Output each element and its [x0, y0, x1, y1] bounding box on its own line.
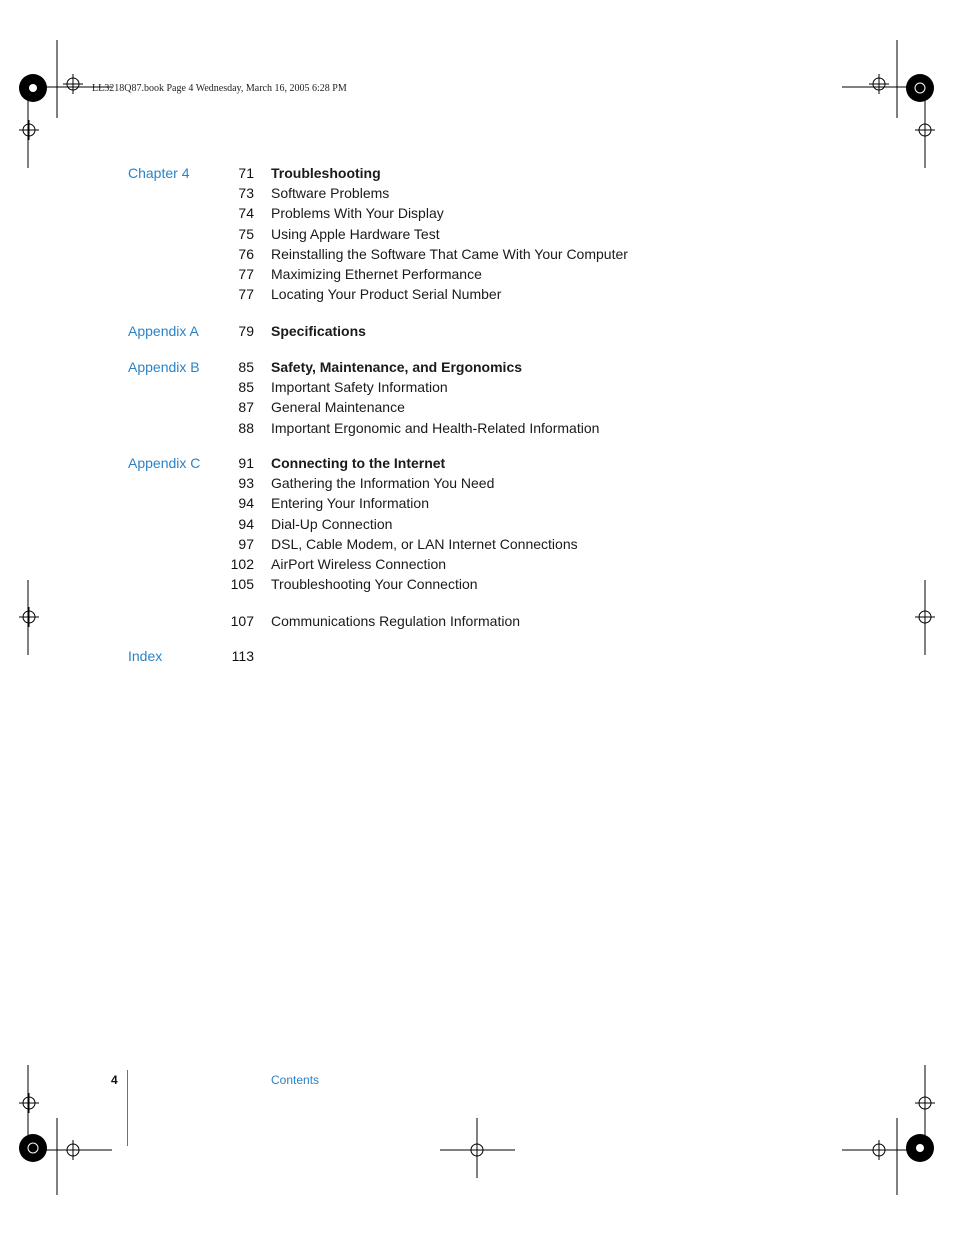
toc-entry [0, 419, 954, 439]
entry-heading: Troubleshooting [271, 165, 381, 181]
entry-heading: Safety, Maintenance, and Ergonomics [271, 359, 523, 375]
toc-entry [0, 494, 954, 514]
entry-page-number: 71 [238, 165, 254, 181]
entry-page-number: 97 [238, 536, 254, 552]
entry-heading: Connecting to the Internet [271, 455, 446, 471]
toc-entry [0, 575, 954, 595]
entry-title: AirPort Wireless Connection [271, 556, 447, 572]
entry-page-number: 113 [231, 648, 254, 664]
entry-page-number: 107 [230, 613, 254, 629]
toc-entry [0, 204, 954, 224]
toc-entry [0, 647, 954, 667]
entry-title: Important Safety Information [271, 379, 448, 395]
entry-title: Using Apple Hardware Test [271, 226, 440, 242]
toc-entry [0, 515, 954, 535]
section-label: Index [128, 648, 163, 664]
entry-page-number: 73 [238, 185, 254, 201]
entry-page-number: 77 [238, 266, 254, 282]
entry-title: Software Problems [271, 185, 390, 201]
toc-entry [0, 555, 954, 575]
footer-rule [127, 1070, 128, 1146]
section-label: Appendix A [128, 323, 199, 339]
entry-title: Gathering the Information You Need [271, 475, 495, 491]
toc-entry [0, 265, 954, 285]
toc-entry [0, 285, 954, 305]
entry-page-number: 85 [238, 359, 254, 375]
entry-page-number: 91 [238, 455, 254, 471]
entry-title: Reinstalling the Software That Came With Your Computer [271, 246, 628, 262]
toc-entry [0, 454, 954, 474]
section-label: Appendix B [128, 359, 200, 375]
entry-title: Problems With Your Display [271, 205, 444, 221]
entry-title: DSL, Cable Modem, or LAN Internet Connections [271, 536, 578, 552]
entry-title: Dial-Up Connection [271, 516, 393, 532]
book-slug: LL3218Q87.book Page 4 Wednesday, March 16, 2005 6:28 PM [92, 83, 347, 94]
entry-page-number: 85 [238, 379, 254, 395]
toc-entry [0, 398, 954, 418]
entry-page-number: 88 [238, 420, 254, 436]
entry-title: General Maintenance [271, 399, 405, 415]
page-number: 4 [111, 1073, 118, 1087]
entry-page-number: 87 [238, 399, 254, 415]
entry-page-number: 93 [238, 475, 254, 491]
entry-page-number: 74 [238, 205, 254, 221]
entry-heading: Specifications [271, 323, 366, 339]
toc-entry [0, 225, 954, 245]
footer-section-label: Contents [271, 1073, 320, 1087]
entry-page-number: 79 [238, 323, 254, 339]
section-label: Appendix C [128, 455, 201, 471]
toc-entry [0, 184, 954, 204]
toc-entry [0, 378, 954, 398]
entry-title: Entering Your Information [271, 495, 429, 511]
toc-entry [0, 245, 954, 265]
toc-entry [0, 322, 954, 342]
entry-page-number: 94 [238, 516, 254, 532]
entry-page-number: 94 [238, 495, 254, 511]
toc-entry [0, 612, 954, 632]
entry-title: Important Ergonomic and Health-Related Information [271, 420, 600, 436]
entry-page-number: 75 [238, 226, 254, 242]
entry-title: Communications Regulation Information [271, 613, 521, 629]
entry-page-number: 105 [230, 576, 254, 592]
entry-title: Maximizing Ethernet Performance [271, 266, 482, 282]
toc-entry [0, 164, 954, 184]
entry-title: Locating Your Product Serial Number [271, 286, 502, 302]
entry-page-number: 76 [238, 246, 254, 262]
entry-page-number: 77 [238, 286, 254, 302]
section-label: Chapter 4 [128, 165, 190, 181]
toc-entry [0, 358, 954, 378]
entry-page-number: 102 [230, 556, 254, 572]
toc-entry [0, 474, 954, 494]
entry-title: Troubleshooting Your Connection [271, 576, 478, 592]
toc-entry [0, 535, 954, 555]
